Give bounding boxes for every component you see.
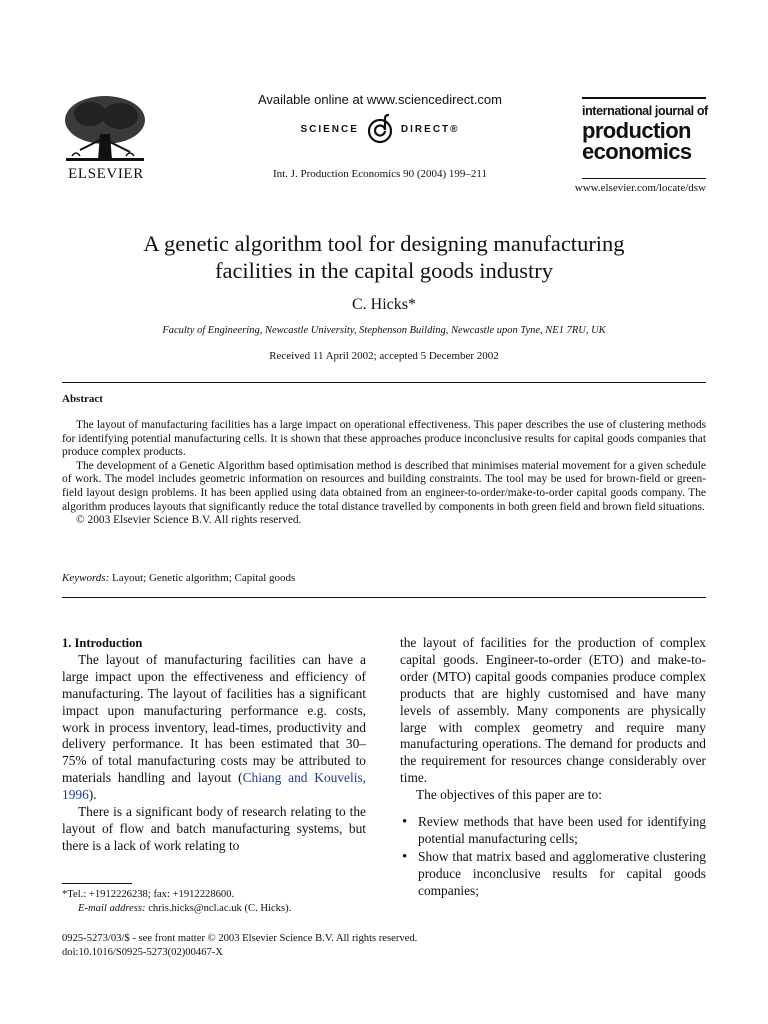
affiliation: Faculty of Engineering, Newcastle University, Stephenson Building, Newcastle upon Tyne, NE1 7RU, UK (162, 325, 606, 336)
available-online: Available online at www.sciencedirect.com (258, 92, 502, 107)
keywords (62, 572, 295, 584)
right-column (400, 635, 706, 901)
journal-rule (582, 97, 706, 99)
page-footer (62, 932, 562, 960)
footnote (62, 888, 366, 916)
journal-logo (582, 104, 712, 162)
objectives-list (400, 814, 706, 900)
list-item: • Review methods that have been used for identifying potential manufacturing cells; (400, 814, 706, 848)
email-label: E-mail address: (78, 903, 146, 914)
sd-right-text: DIRECT® (400, 123, 460, 135)
abstract-copyright: © 2003 Elsevier Science B.V. All rights reserved. (76, 514, 302, 527)
footer-doi: doi:10.1016/S0925-5273(02)00467-X (62, 947, 223, 958)
abstract-body (62, 419, 706, 528)
journal-line2: production (582, 118, 691, 143)
journal-url-rule (582, 178, 706, 179)
left-para1-text: The layout of manufacturing facilities can have a large impact upon the effectiveness and efficiency of manufacturing. The layout of facilities has a significant impact upon manufacturing performance e.g. costs, work in process inventory, lead-times, productivity and delivery performance. It has been estimated that 30–75% of total manufacturing costs may be attributed to materials handling and layout ( (62, 651, 366, 786)
keywords-list: Layout; Genetic algorithm; Capital goods (112, 572, 296, 584)
article-title (64, 230, 704, 284)
sd-left-text: SCIENCE (300, 123, 359, 135)
author: C. Hicks* (352, 296, 416, 313)
elsevier-tree-logo (60, 94, 150, 166)
left-para1 (62, 652, 366, 804)
citation-link[interactable]: Chiang and Kouvelis, 1996 (62, 770, 366, 803)
footnote-rule (62, 883, 132, 884)
left-para1-end: ). (88, 787, 97, 803)
journal-citation: Int. J. Production Economics 90 (2004) 199–211 (272, 168, 488, 180)
list-item: • Show that matrix based and agglomerative clustering produce inconclusive results for capital goods companies; (400, 849, 706, 900)
journal-line1: international journal of (582, 104, 708, 118)
publisher-name: ELSEVIER (68, 166, 144, 182)
left-para2: There is a significant body of research relating to the layout of flow and batch manufacturing systems, but there is a lack of work relating to (62, 804, 366, 853)
abstract-bottom-rule (62, 597, 706, 598)
journal-url[interactable]: www.elsevier.com/locate/dsw (574, 182, 706, 194)
footnote-contact: *Tel.: +1912226238; fax: +1912228600. (62, 889, 235, 900)
abstract-para2: The development of a Genetic Algorithm based optimisation method is described that minimises material movement for a given schedule of work. The model includes geometric information on resources and building constraints. The tool may be used for brown-field or green-field layout design problems. It has been applied using data obtained from an engineer-to-order/make-to-order capital goods company. The algorithm produces layouts that significantly reduce the total distance travelled by components in both green field and brown field situations. (62, 459, 706, 513)
title-line1: A genetic algorithm tool for designing manufacturing (143, 231, 625, 256)
sciencedirect-logo (270, 112, 490, 146)
sciencedirect-d-icon (363, 112, 397, 146)
right-para2: The objectives of this paper are to: (416, 787, 602, 803)
keywords-label: Keywords: (62, 572, 110, 584)
abstract-para1: The layout of manufacturing facilities has a large impact on operational effectiveness. This paper describes the use of clustering methods for identifying potential manufacturing cells. It is shown that these approaches produce inconclusive results for capital goods companies that produce complex products. (62, 419, 706, 459)
email-address[interactable]: chris.hicks@ncl.ac.uk (C. Hicks). (148, 903, 292, 914)
right-para1: the layout of facilities for the production of complex capital goods. Engineer-to-order (ETO) and make-to-order (MTO) capital goods companies produce complex products that are highly customised and have many levels of assembly. Many components are physically large with complex geometry and require many manufacturing operations. The demand for products and the requirement for resources change considerably over time. (400, 635, 706, 786)
abstract-top-rule (62, 382, 706, 383)
section-heading: 1. Introduction (62, 636, 143, 650)
received-dates: Received 11 April 2002; accepted 5 December 2002 (269, 350, 499, 362)
footer-line1: 0925-5273/03/$ - see front matter © 2003 Elsevier Science B.V. All rights reserved. (62, 933, 418, 944)
journal-line3: economics (582, 139, 692, 164)
left-column (62, 635, 366, 855)
abstract-heading: Abstract (62, 393, 103, 405)
title-line2: facilities in the capital goods industry (214, 258, 554, 283)
footnote-email (62, 902, 366, 916)
